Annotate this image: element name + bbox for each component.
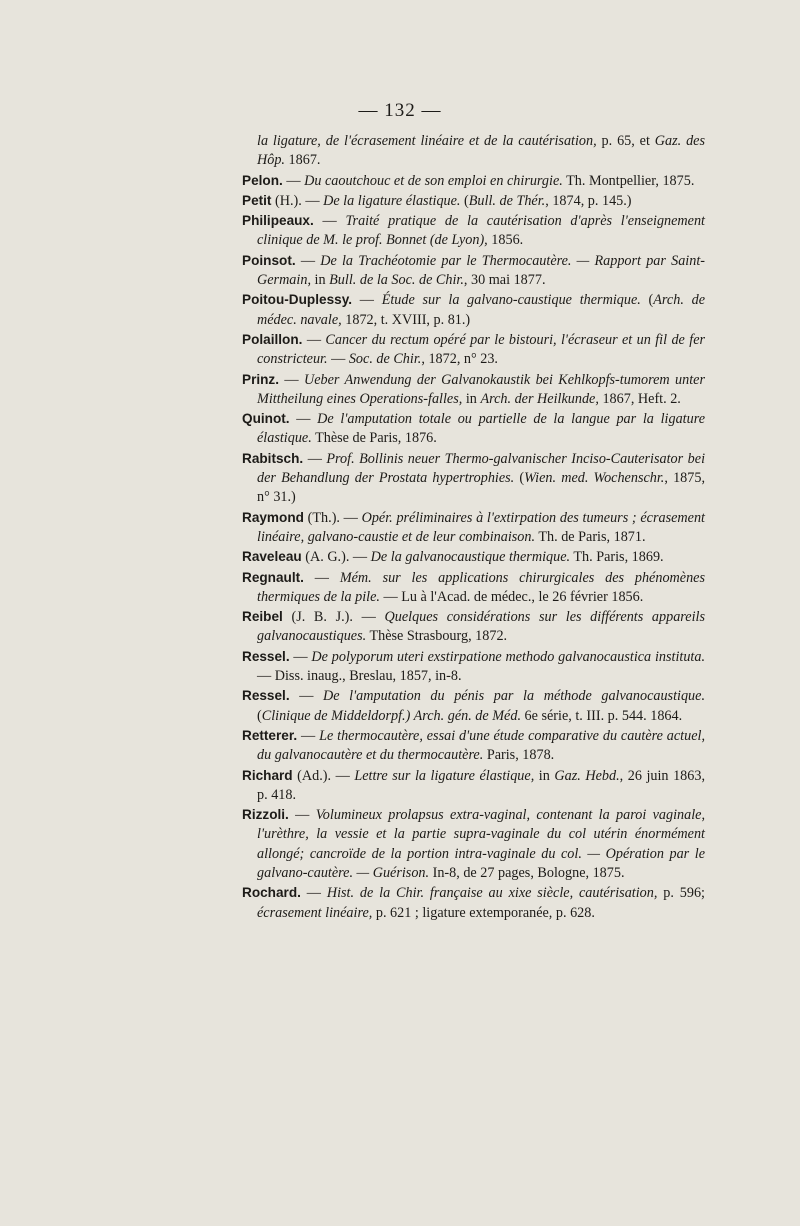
entry-title: la ligature, de l'écrasement linéaire et de la cautérisation, bbox=[257, 133, 597, 149]
bibliography-entry bbox=[242, 211, 705, 251]
entry-rest: p. 596; bbox=[657, 885, 705, 902]
bibliography-entry bbox=[242, 607, 705, 647]
entry-rest2: 1867. bbox=[284, 152, 321, 169]
bibliography-entry bbox=[242, 171, 705, 191]
entry-author: Ressel. bbox=[242, 648, 290, 664]
entry-body: — bbox=[282, 172, 305, 189]
bibliography-entry bbox=[242, 766, 705, 806]
bibliography-entry bbox=[242, 132, 705, 171]
entry-title: Ueber Anwendung der Galvanokaustik bei Kehlkopfs-tumorem unter Mittheilung eines Operations-falles, bbox=[257, 371, 705, 407]
entry-title2: écrasement linéaire, bbox=[257, 904, 373, 921]
bibliography-entry bbox=[242, 370, 705, 410]
entry-rest: ( bbox=[257, 707, 262, 724]
entry-title2: Wien. med. Wochenschr. bbox=[524, 470, 665, 487]
entry-rest: in bbox=[311, 272, 330, 289]
entry-body: — bbox=[289, 688, 324, 705]
entry-author: Poitou-Duplessy. bbox=[242, 292, 353, 308]
bibliography-entry bbox=[242, 508, 705, 548]
entry-title: Quelques considérations sur les différents appareils galvanocaustiques. bbox=[257, 609, 705, 645]
entry-title2: Soc. de Chir. bbox=[348, 351, 422, 368]
entry-body: — bbox=[295, 252, 321, 269]
bibliography-entry bbox=[242, 726, 705, 766]
page-number: — 132 — bbox=[358, 100, 442, 121]
entry-body: (A. G.). — bbox=[301, 549, 371, 566]
entry-author: Ressel. bbox=[242, 688, 290, 704]
entry-title: De la ligature élastique. bbox=[323, 192, 461, 209]
entry-title2: Arch. de médec. navale, bbox=[257, 292, 705, 328]
entry-rest: in bbox=[462, 390, 481, 407]
entry-title2: Bull. de Thér. bbox=[468, 192, 546, 209]
entry-rest: Thèse Strasbourg, 1872. bbox=[366, 628, 508, 645]
entry-rest2: , 30 mai 1877. bbox=[463, 272, 546, 289]
entry-title: Traité pratique de la cautérisation d'après l'enseignement clinique de M. le prof. Bonnet (de Lyon), bbox=[257, 213, 706, 249]
entry-body: — bbox=[302, 331, 326, 348]
entry-rest2: , 1872, n° 23. bbox=[421, 351, 498, 368]
entry-rest: Paris, 1878. bbox=[483, 747, 555, 764]
entry-title: De l'amputation totale ou partielle de la langue par la ligature élastique. bbox=[257, 411, 705, 447]
entry-body: — bbox=[288, 807, 316, 824]
bibliography-entry bbox=[242, 330, 705, 370]
bibliography-entry bbox=[242, 883, 705, 923]
entry-rest: Th. de Paris, 1871. bbox=[535, 528, 646, 545]
entry-rest2: , 1875, n° 31.) bbox=[257, 470, 705, 506]
entry-author: Rabitsch. bbox=[242, 450, 304, 466]
entry-author: Raymond bbox=[242, 509, 304, 525]
entry-body: — bbox=[303, 569, 340, 586]
entry-body: — bbox=[289, 411, 318, 428]
entry-rest: in bbox=[534, 767, 555, 784]
entry-title: De l'amputation du pénis par la méthode galvanocaustique. bbox=[323, 688, 705, 705]
entry-title: Le thermocautère, essai d'une étude comparative du cautère actuel, du galvanocautère et du thermocautère. bbox=[257, 727, 705, 764]
entry-title: Lettre sur la ligature élastique, bbox=[354, 767, 535, 784]
entry-rest2: , 26 juin 1863, p. 418. bbox=[257, 767, 705, 803]
entry-rest: In-8, de 27 pages, Bologne, 1875. bbox=[429, 864, 625, 881]
bibliography-entry bbox=[242, 449, 705, 508]
entry-body: — bbox=[289, 648, 312, 665]
entry-body: (H.). — bbox=[271, 192, 324, 209]
bibliography-entry bbox=[242, 191, 705, 211]
entry-author: Polaillon. bbox=[242, 331, 303, 347]
bibliography-entry bbox=[242, 568, 705, 608]
entry-title2: Gaz. Hebd. bbox=[554, 767, 620, 784]
entry-rest2: 1872, t. XVIII, p. 81.) bbox=[341, 311, 471, 328]
entry-rest: ( bbox=[460, 192, 469, 209]
entry-rest: Th. Montpellier, 1875. bbox=[562, 172, 695, 189]
entry-body: — bbox=[279, 371, 304, 388]
entry-author: Pelon. bbox=[242, 172, 283, 188]
entry-rest: — Diss. inaug., Breslau, 1857, in-8. bbox=[257, 668, 462, 685]
entry-title2: Clinique de Middeldorpf.) Arch. gén. de Méd. bbox=[261, 707, 521, 724]
bibliography-entry bbox=[242, 547, 705, 567]
entry-rest: ( bbox=[640, 292, 654, 309]
entry-body: — bbox=[300, 885, 327, 902]
entry-body: — bbox=[303, 450, 327, 467]
entry-title: Mém. sur les applications chirurgicales des phénomènes thermiques de la pile. bbox=[257, 569, 705, 605]
entry-title2: Arch. der Heilkunde, bbox=[480, 390, 599, 407]
entry-rest2: 1867, Heft. 2. bbox=[598, 390, 681, 407]
entry-body: — bbox=[297, 727, 320, 744]
entry-author: Philipeaux. bbox=[242, 213, 314, 229]
entry-author: Reibel bbox=[242, 609, 283, 625]
entry-title: Cancer du rectum opéré par le bistouri, l'écraseur et un fil de fer constricteur. bbox=[257, 331, 706, 368]
entry-author: Prinz. bbox=[242, 371, 280, 387]
bibliography-entry bbox=[242, 805, 705, 883]
entry-author: Retterer. bbox=[242, 727, 298, 743]
entry-rest2: p. 621 ; ligature extemporanée, p. 628. bbox=[372, 904, 595, 921]
bibliography-entry bbox=[242, 409, 705, 449]
entry-body: (Ad.). — bbox=[292, 767, 355, 784]
entry-rest: Th. Paris, 1869. bbox=[570, 549, 664, 566]
entry-rest: 1856. bbox=[487, 232, 524, 249]
entry-rest: Thèse de Paris, 1876. bbox=[311, 430, 437, 447]
entry-title2: Bull. de la Soc. de Chir. bbox=[329, 272, 464, 289]
bibliography-list bbox=[242, 132, 705, 923]
entry-author: Rochard. bbox=[242, 885, 301, 901]
entry-author: Poinsot. bbox=[242, 252, 296, 268]
entry-rest: — bbox=[327, 351, 349, 368]
entry-title: Opér. préliminaires à l'extirpation des tumeurs ; écrasement linéaire, galvano-caustie et de leur combinaison. bbox=[257, 509, 705, 545]
entry-title: De polyporum uteri exstirpatione methodo galvanocaustica instituta. bbox=[311, 648, 706, 665]
entry-rest2: 6e série, t. III. p. 544. 1864. bbox=[521, 707, 683, 724]
entry-author: Raveleau bbox=[242, 549, 302, 565]
bibliography-entry bbox=[242, 290, 705, 330]
entry-author: Petit bbox=[242, 192, 272, 208]
entry-author: Regnault. bbox=[242, 569, 304, 585]
entry-title: Hist. de la Chir. française au xixe siècle, cautérisation, bbox=[326, 885, 658, 902]
entry-title: Étude sur la galvano-caustique thermique. bbox=[381, 292, 641, 309]
entry-body: (J. B. J.). — bbox=[282, 609, 385, 626]
entry-rest: ( bbox=[514, 470, 525, 487]
entry-author: Quinot. bbox=[242, 411, 290, 427]
bibliography-entry bbox=[242, 251, 705, 291]
entry-title: Prof. Bollinis neuer Thermo-galvanischer Inciso-Cauterisator bei der Behandlung der Prostata hypertrophies. bbox=[257, 450, 706, 487]
entry-title: De la Trachéotomie par le Thermocautère. — Rapport par Saint-Germain, bbox=[257, 252, 705, 289]
entry-body: — bbox=[352, 292, 382, 309]
entry-author: Rizzoli. bbox=[242, 807, 289, 823]
entry-rest: p. 65, et bbox=[596, 133, 655, 149]
entry-title: Du caoutchouc et de son emploi en chirurgie. bbox=[304, 172, 563, 189]
entry-title: De la galvanocaustique thermique. bbox=[370, 549, 571, 566]
entry-title: Volumineux prolapsus extra-vaginal, contenant la paroi vaginale, l'urèthre, la vessie et la partie supra-vaginale du col utérin énormément allongé; cancroïde de la portion intra-vaginale du col. — Opération par le galvano-cautère. — Guérison. bbox=[257, 807, 706, 881]
bibliography-entry bbox=[242, 647, 705, 687]
bibliography-entry bbox=[242, 686, 705, 726]
entry-body: (Th.). — bbox=[303, 509, 362, 526]
entry-body: — bbox=[313, 213, 346, 230]
entry-author: Richard bbox=[242, 767, 293, 783]
entry-title2: Gaz. des Hôp. bbox=[257, 133, 705, 169]
entry-rest2: , 1874, p. 145.) bbox=[545, 192, 632, 209]
entry-rest: — Lu à l'Acad. de médec., le 26 février 1856. bbox=[379, 588, 644, 605]
